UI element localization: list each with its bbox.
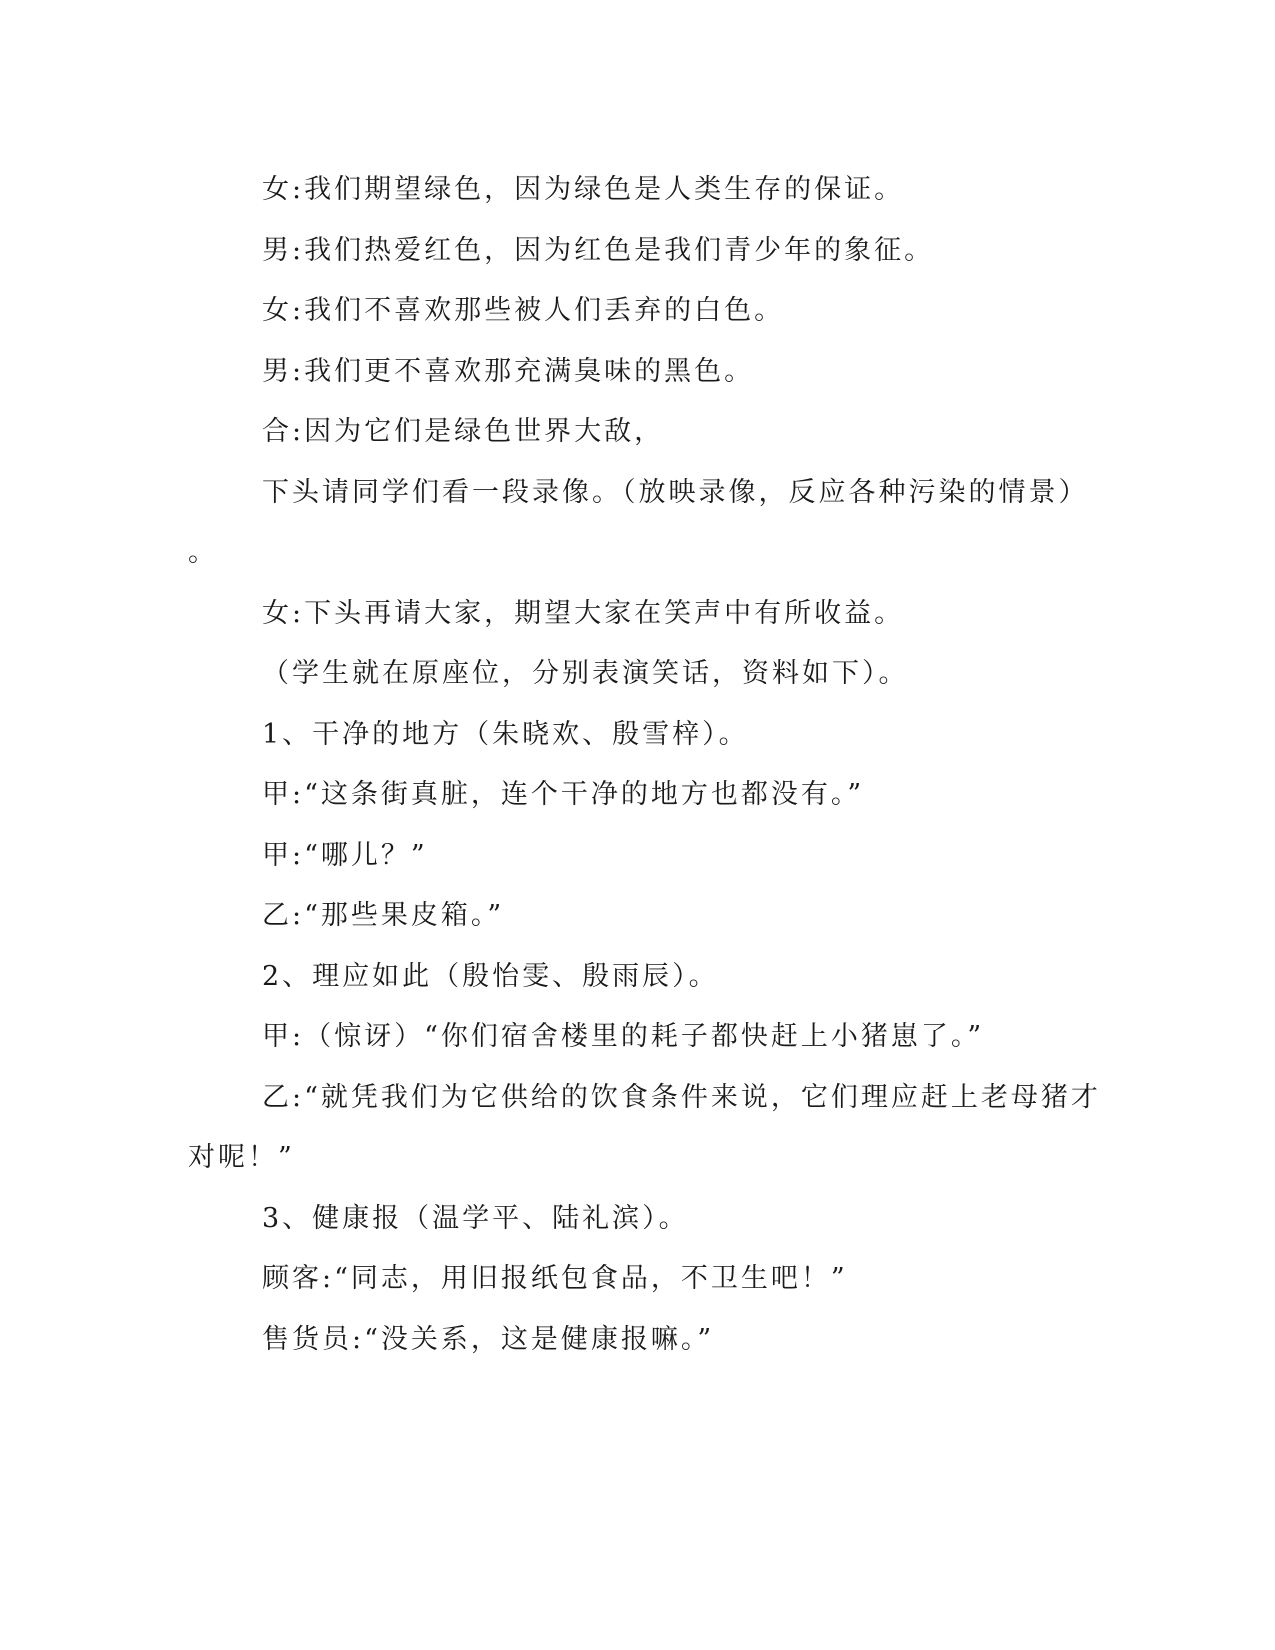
section-heading: 1、干净的地方（朱晓欢、殷雪梓）。	[262, 718, 749, 750]
text-line: 男:我们热爱红色，因为红色是我们青少年的象征。	[262, 234, 935, 266]
dialogue-line: 甲:“这条街真脏，连个干净的地方也都没有。”	[262, 779, 865, 810]
dialogue-line: 售货员:“没关系，这是健康报嘛。”	[262, 1323, 715, 1355]
dialogue-line: 乙:“就凭我们为它供给的饮食条件来说，它们理应赶上老母猪才	[262, 1081, 1101, 1113]
text-line: 男:我们更不喜欢那充满臭味的黑色。	[262, 355, 755, 387]
text-line: 下头请同学们看一段录像。（放映录像，反应各种污染的情景）	[262, 476, 1089, 508]
section-heading: 2、理应如此（殷怡雯、殷雨辰）。	[262, 960, 719, 992]
dialogue-line: 甲:“哪儿？”	[262, 839, 428, 871]
text-line-continuation: 对呢！”	[188, 1142, 295, 1173]
section-heading: 3、健康报（温学平、陆礼滨）。	[262, 1202, 689, 1234]
text-line: 女:下头再请大家，期望大家在笑声中有所收益。	[262, 597, 905, 629]
dialogue-line: 顾客:“同志，用旧报纸包食品，不卫生吧！”	[262, 1263, 848, 1294]
document-body	[188, 160, 1101, 1370]
text-line: （学生就在原座位，分别表演笑话，资料如下）。	[262, 658, 909, 689]
text-line: 女:我们期望绿色，因为绿色是人类生存的保证。	[262, 174, 905, 205]
text-line: 合:因为它们是绿色世界大敌，	[262, 416, 665, 447]
text-line: 女:我们不喜欢那些被人们丢弃的白色。	[262, 295, 785, 326]
dialogue-line: 乙:“那些果皮箱。”	[262, 900, 505, 931]
dialogue-line: 甲:（惊讶）“你们宿舍楼里的耗子都快赶上小猪崽了。”	[262, 1021, 985, 1052]
text-line-continuation: 。	[188, 537, 218, 568]
